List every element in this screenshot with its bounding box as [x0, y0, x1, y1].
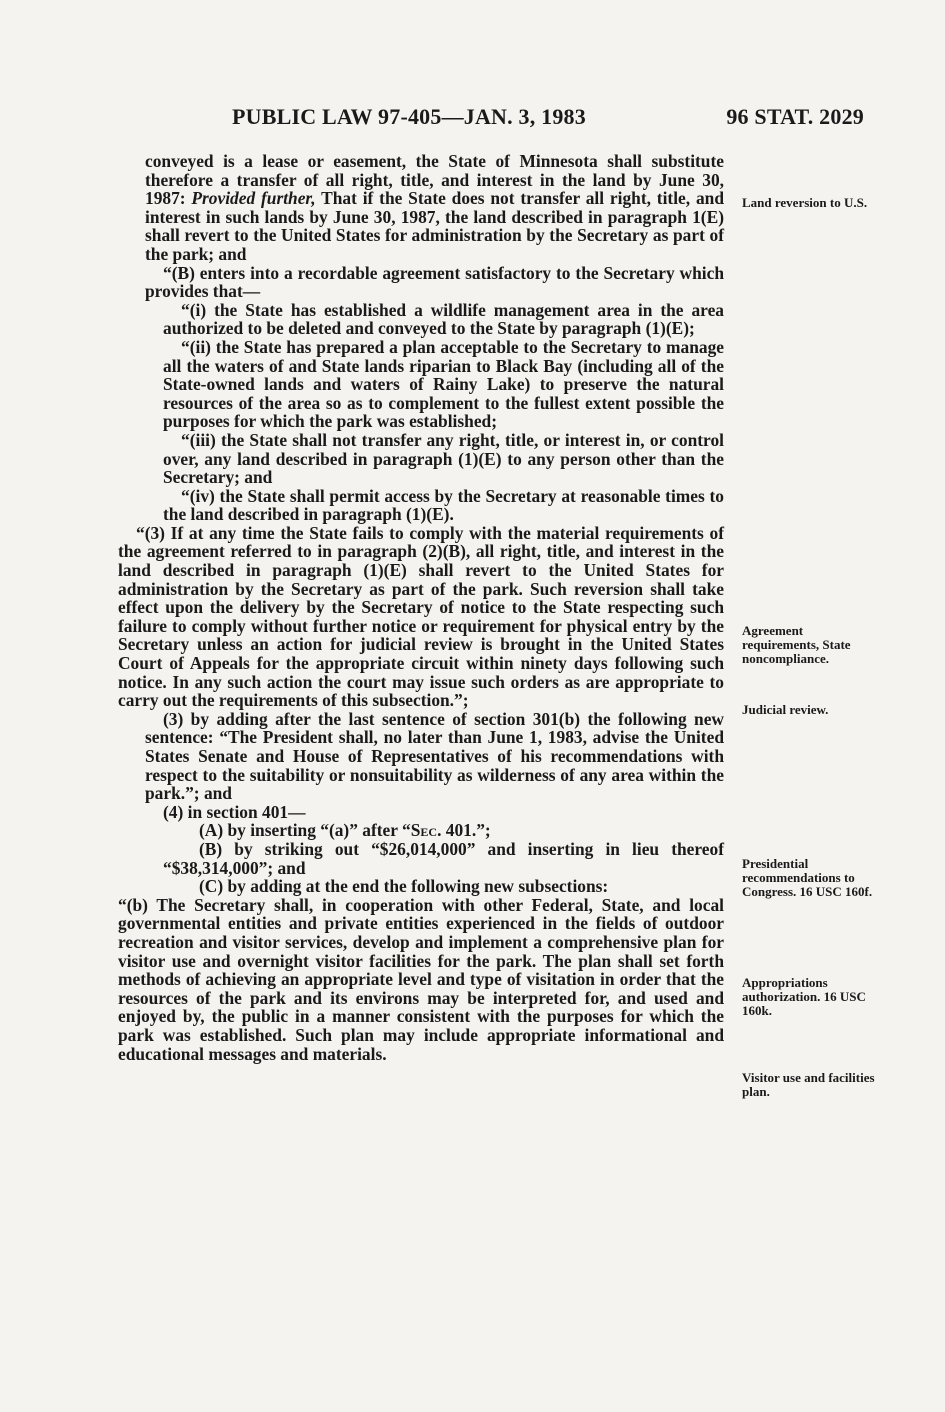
statute-citation: 96 STAT. 2029	[726, 104, 864, 129]
paragraph-iii: “(iii) the State shall not transfer any right, title, or interest in, or control over, any land described in paragraph (1)(E) to any person other than the Secretary; and	[163, 429, 724, 488]
page-header	[232, 104, 864, 130]
law-title: PUBLIC LAW 97-405—JAN. 3, 1983	[232, 104, 586, 129]
margin-note-appropriations: Appropriations authorization. 16 USC 160k.	[742, 975, 866, 1018]
margin-note-visitor-use: Visitor use and facilities plan.	[742, 1070, 875, 1099]
paragraph-amendment-3: (3) by adding after the last sentence of section 301(b) the following new sentence: “The President shall, no later than June 1, 1983, advise the United States Senate and House of Representatives of his recommendations with respect to the suitability or nonsuitability as wilderness of any area within the park.”; and	[145, 708, 724, 804]
margin-note-judicial-review: Judicial review.	[742, 702, 829, 717]
paragraph-b: “(B) enters into a recordable agreement satisfactory to the Secretary which provides that—	[145, 262, 724, 302]
paragraph-subsection-b: “(b) The Secretary shall, in cooperation with other Federal, State, and local governmental entities and private entities experienced in the fields of outdoor recreation and visitor services, develop and implement a comprehensive plan for visitor use and overnight visitor facilities for the park. The plan shall set forth methods of achieving an appropriate level and type of visitation in order that the resources of the park and its environs may be interpreted for, and used and enjoyed by, the public in a manner consistent with the purposes for which the park was established. Such plan may include appropriate informational and educational messages and materials.	[118, 894, 724, 1064]
margin-note-presidential: Presidential recommendations to Congress. 16 USC 160f.	[742, 856, 873, 899]
paragraph-4a: (A) by inserting “(a)” after “Sec. 401.”;	[199, 820, 491, 841]
margin-note-land-reversion: Land reversion to U.S.	[742, 195, 868, 210]
paragraph-4b: (B) by striking out “$26,014,000” and inserting in lieu thereof “$38,314,000”; and	[163, 838, 724, 878]
paragraph-ii: “(ii) the State has prepared a plan acceptable to the Secretary to manage all the waters of and State lands riparian to Black Bay (including all of the State-owned lands and waters of Rainy Lake) to preserve the natural resources of the area so as to complement to the fullest extent possible the purposes for which the park was established;	[163, 336, 724, 432]
paragraph-3: “(3) If at any time the State fails to comply with the material requirements of the agreement referred to in paragraph (2)(B), all right, title, and interest in the land described in paragraph (1)(E) shall revert to the United States for administration by the Secretary as part of the park. Such reversion shall take effect upon the delivery by the Secretary of notice to the State respecting such failure to comply without further notice or requirement for physical entry by the Secretary unless an action for judicial review is brought in the United States Court of Appeals for the appropriate circuit within ninety days following such notice. In any such action the court may issue such orders as are appropriate to carry out the requirements of this subsection.”;	[118, 522, 724, 711]
paragraph-iv: “(iv) the State shall permit access by the Secretary at reasonable times to the land described in paragraph (1)(E).	[163, 485, 724, 525]
paragraph-amendment-4: (4) in section 401—	[163, 801, 306, 822]
paragraph-i: “(i) the State has established a wildlife management area in the area authorized to be deleted and conveyed to the State by paragraph (1)(E);	[163, 299, 724, 339]
margin-note-agreement: Agreement requirements, State noncompliance.	[742, 623, 851, 666]
body-text	[118, 152, 724, 1063]
paragraph-4c: (C) by adding at the end the following new subsections:	[199, 876, 609, 897]
paragraph-conveyed: conveyed is a lease or easement, the State of Minnesota shall substitute therefore a transfer of all right, title, and interest in the land by June 30, 1987: Provided further, That if the State does not transfer all right, title, and interest in such lands by June 30, 1987, the land described in paragraph 1(E) shall revert to the United States for administration by the Secretary as part of the park; and	[145, 151, 724, 264]
